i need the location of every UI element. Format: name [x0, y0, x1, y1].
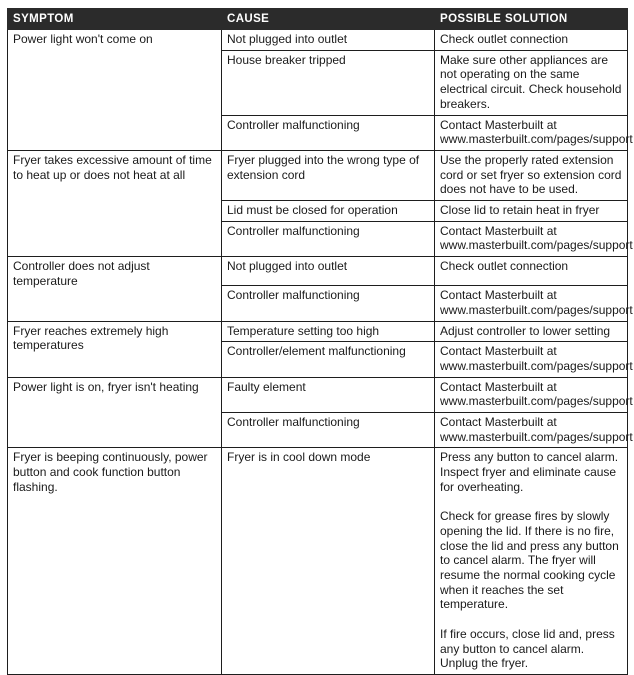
table-header-row: [8, 9, 628, 30]
cause-cell: Controller malfunctioning: [222, 221, 435, 256]
troubleshooting-page: [7, 8, 633, 675]
solution-text: Check for grease fires by slowly opening the lid. If there is no fire, close the lid and press any button to cancel alarm. The fryer will resume the normal cooking cycle when it reaches the set temperature.: [440, 509, 619, 612]
symptom-cell: Fryer takes excessive amount of time to heat up or does not heat at all: [8, 150, 222, 256]
table-row: [8, 321, 628, 342]
solution-text: Contact Masterbuilt at www.masterbuilt.com/pages/support: [440, 344, 633, 373]
solution-cell: [435, 30, 628, 51]
troubleshooting-table: [7, 8, 633, 675]
solution-cell: [435, 201, 628, 222]
symptom-cell: Power light is on, fryer isn't heating: [8, 377, 222, 448]
solution-text: Contact Masterbuilt at www.masterbuilt.com/pages/support: [440, 117, 633, 147]
solution-cell: [435, 342, 633, 377]
symptom-cell: Controller does not adjust temperature: [8, 257, 222, 321]
cause-cell: Lid must be closed for operation: [222, 201, 435, 222]
table-row: [8, 377, 628, 412]
solution-text: Contact Masterbuilt at www.masterbuilt.com/pages/support: [440, 415, 633, 444]
solution-cell: [435, 115, 633, 150]
solution-text: Adjust controller to lower setting: [440, 323, 611, 338]
solution-cell: [435, 257, 628, 286]
table-row: [8, 150, 628, 200]
cause-cell: Not plugged into outlet: [222, 257, 435, 286]
table-row: [8, 448, 628, 675]
solution-text: Close lid to retain heat in fryer: [440, 203, 600, 218]
solution-text: Check outlet connection: [440, 32, 569, 46]
solution-text: Press any button to cancel alarm. Inspect fryer and eliminate cause for overheating.: [440, 450, 619, 494]
table-row: [8, 257, 628, 286]
solution-cell: [435, 413, 633, 448]
cause-cell: Controller malfunctioning: [222, 115, 435, 150]
header-cause: CAUSE: [222, 9, 435, 30]
table-row: [8, 30, 628, 51]
cause-cell: Faulty element: [222, 377, 435, 412]
solution-text: Check outlet connection: [440, 259, 569, 274]
solution-cell: [435, 448, 628, 675]
solution-text: Make sure other appliances are not operating on the same electrical circuit. Check household breakers.: [440, 52, 622, 111]
symptom-cell: Fryer is beeping continuously, power button and cook function button flashing.: [8, 448, 222, 675]
header-possible-solution: POSSIBLE SOLUTION: [435, 9, 628, 30]
cause-cell: Controller/element malfunctioning: [222, 342, 435, 377]
solution-cell: [435, 377, 633, 412]
solution-cell: [435, 321, 628, 342]
solution-text: Contact Masterbuilt at www.masterbuilt.com/pages/support: [440, 288, 633, 317]
solution-text: Contact Masterbuilt at www.masterbuilt.com/pages/support: [440, 379, 633, 409]
cause-cell: Fryer plugged into the wrong type of extension cord: [222, 150, 435, 200]
cause-cell: Temperature setting too high: [222, 321, 435, 342]
cause-cell: Controller malfunctioning: [222, 413, 435, 448]
solution-cell: [435, 50, 628, 115]
solution-text: If fire occurs, close lid and, press any button to cancel alarm. Unplug the fryer.: [440, 626, 615, 671]
cause-cell: House breaker tripped: [222, 50, 435, 115]
solution-cell: [435, 221, 633, 256]
solution-text: Use the properly rated extension cord or set fryer so extension cord does not have to be used.: [440, 152, 622, 197]
symptom-cell: Power light won't come on: [8, 30, 222, 151]
symptom-cell: Fryer reaches extremely high temperatures: [8, 321, 222, 377]
troubleshooting-body: [8, 30, 633, 675]
header-symptom: SYMPTOM: [8, 9, 222, 30]
cause-cell: Controller malfunctioning: [222, 286, 435, 321]
solution-cell: [435, 286, 633, 321]
cause-cell: Not plugged into outlet: [222, 30, 435, 51]
solution-text: Contact Masterbuilt at www.masterbuilt.com/pages/support: [440, 223, 633, 253]
solution-cell: [435, 150, 628, 200]
cause-cell: Fryer is in cool down mode: [222, 448, 435, 675]
